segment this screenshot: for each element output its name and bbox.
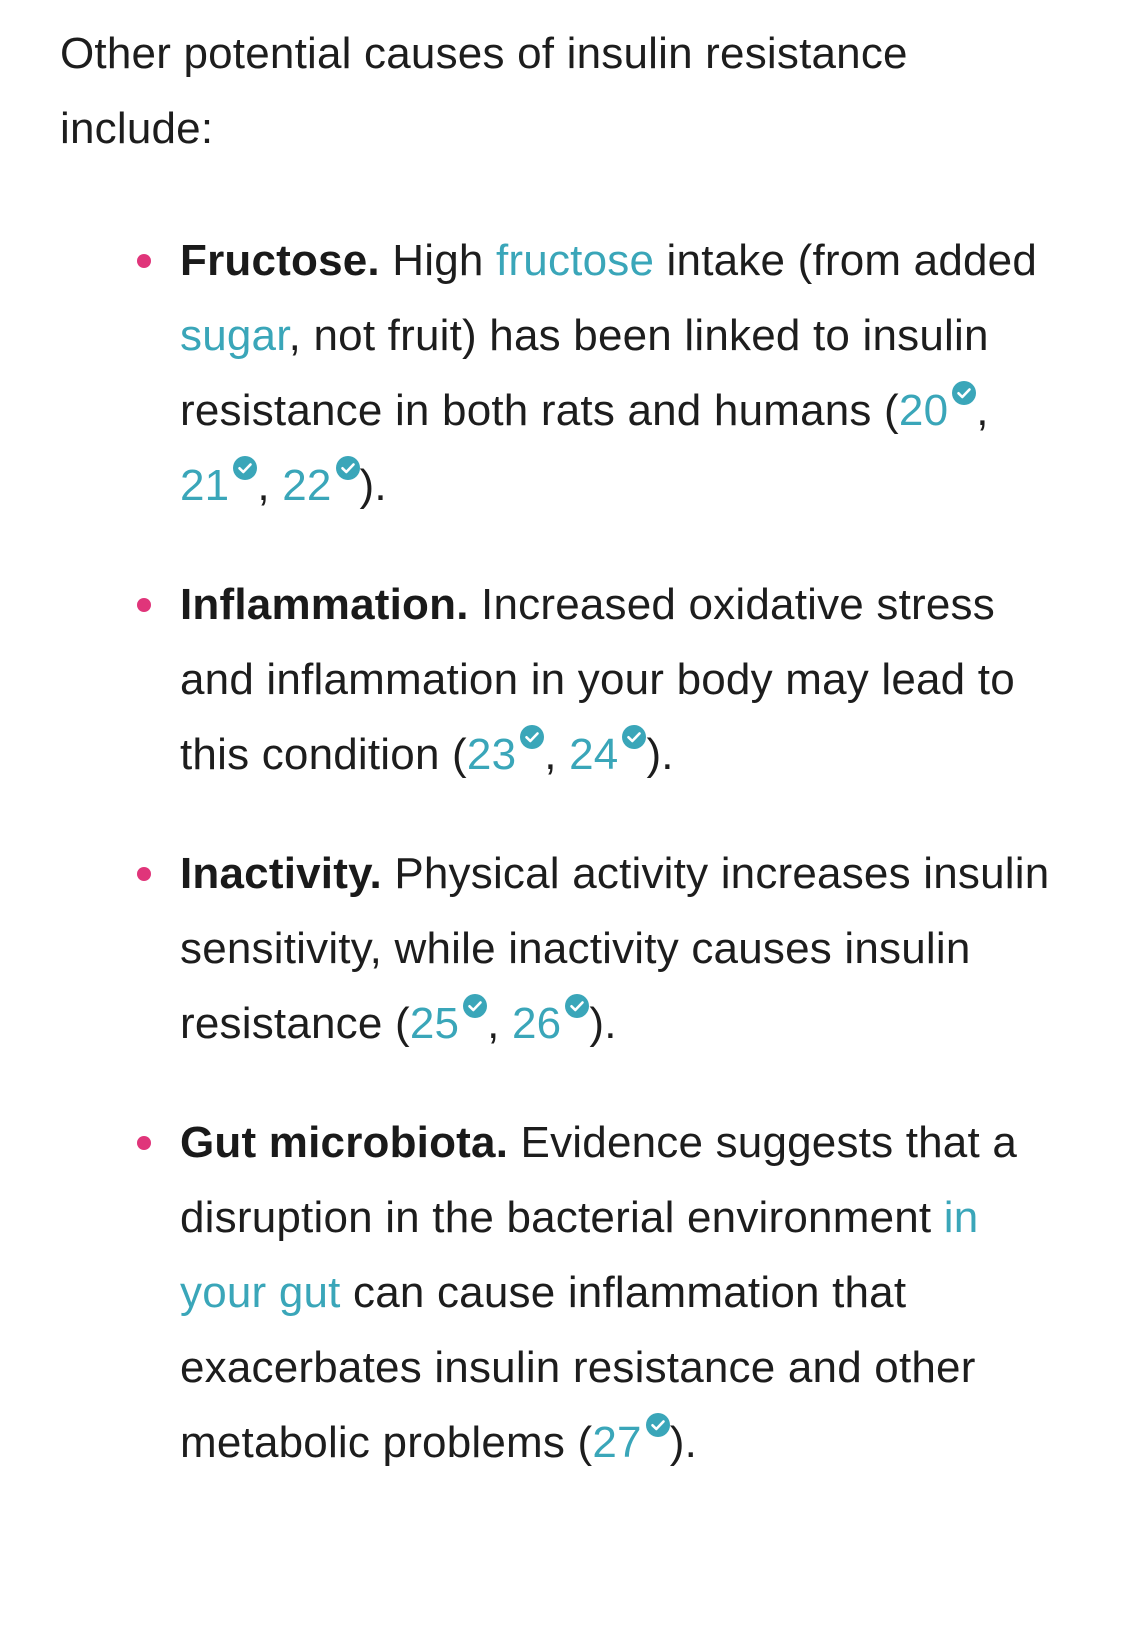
bullet-dot-icon — [137, 867, 151, 881]
reference-link-23[interactable] — [467, 730, 544, 779]
term-label: Inactivity. — [180, 849, 382, 898]
reference-link-22[interactable] — [282, 461, 359, 510]
body-text: Evidence suggests that a disruption in the bacterial environment — [180, 1118, 1017, 1242]
sugar-link[interactable]: sugar — [180, 311, 289, 360]
reference-separator: , — [487, 999, 513, 1048]
list-item-gut-microbiota — [180, 1105, 1060, 1480]
body-text: can cause inflammation that exacerbates insulin resistance and other metabolic problems ( — [180, 1268, 976, 1467]
verified-check-icon — [463, 994, 487, 1018]
term-label: Fructose. — [180, 236, 380, 285]
closing-text: ). — [669, 1418, 697, 1467]
verified-check-icon — [336, 456, 360, 480]
in-your-gut-link[interactable]: in your gut — [180, 1193, 979, 1317]
reference-separator: , — [544, 730, 570, 779]
reference-number: 24 — [569, 730, 619, 779]
list-item-inflammation — [180, 567, 1060, 792]
verified-check-icon — [520, 725, 544, 749]
reference-link-21[interactable] — [180, 461, 257, 510]
reference-separator: , — [976, 386, 989, 435]
reference-number: 25 — [409, 999, 460, 1048]
bullet-dot-icon — [137, 1136, 151, 1150]
term-label: Inflammation. — [180, 580, 469, 629]
list-item-fructose — [180, 223, 1060, 523]
reference-link-20[interactable] — [899, 386, 976, 435]
fructose-link[interactable]: fructose — [496, 236, 655, 285]
reference-link-24[interactable] — [569, 730, 646, 779]
verified-check-icon — [622, 725, 646, 749]
verified-check-icon — [565, 994, 589, 1018]
verified-check-icon — [952, 381, 976, 405]
reference-number: 22 — [282, 461, 332, 510]
body-text: , not fruit) has been linked to insulin resistance in both rats and humans ( — [180, 311, 989, 435]
reference-number: 27 — [592, 1418, 642, 1467]
reference-number: 26 — [512, 999, 562, 1048]
bullet-dot-icon — [137, 254, 151, 268]
reference-number: 20 — [898, 386, 949, 435]
bullet-dot-icon — [137, 598, 151, 612]
reference-link-27[interactable] — [592, 1418, 669, 1467]
reference-number: 23 — [466, 730, 517, 779]
list-item-inactivity — [180, 836, 1060, 1061]
closing-text: ). — [589, 999, 617, 1048]
body-text: High — [379, 236, 496, 285]
reference-link-25[interactable] — [410, 999, 487, 1048]
body-text: intake (from added — [654, 236, 1038, 285]
term-label: Gut microbiota. — [180, 1118, 509, 1167]
closing-text: ). — [646, 730, 674, 779]
verified-check-icon — [646, 1413, 670, 1437]
body-text: Physical activity increases insulin sensitivity, while inactivity causes insulin resistance ( — [180, 849, 1050, 1048]
closing-text: ). — [359, 461, 387, 510]
body-text: Increased oxidative stress and inflammation in your body may lead to this condition ( — [180, 580, 1015, 779]
reference-link-26[interactable] — [512, 999, 589, 1048]
reference-number: 21 — [180, 461, 230, 510]
reference-separator: , — [257, 461, 283, 510]
verified-check-icon — [233, 456, 257, 480]
intro-paragraph: Other potential causes of insulin resistance include: — [60, 29, 908, 153]
